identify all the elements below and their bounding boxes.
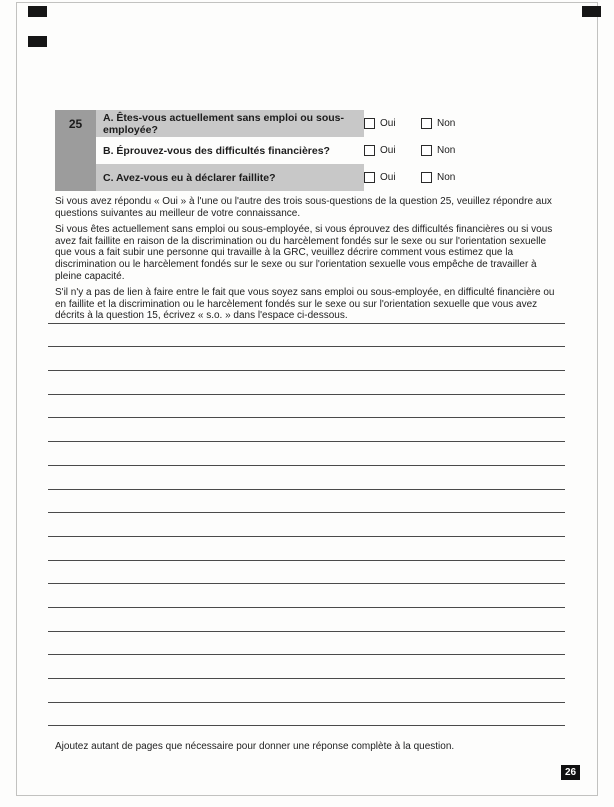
checkbox-icon[interactable] bbox=[364, 118, 375, 129]
scan-mark-icon bbox=[28, 36, 47, 47]
writing-line bbox=[48, 324, 565, 348]
question-a-options bbox=[364, 110, 455, 137]
question-rows bbox=[96, 110, 561, 191]
page-number-badge: 26 bbox=[561, 765, 580, 780]
question-c-label: C. Avez-vous eu à déclarer faillite? bbox=[96, 164, 364, 191]
question-row-b bbox=[96, 137, 561, 164]
writing-line bbox=[48, 703, 565, 727]
scan-mark-icon bbox=[28, 6, 47, 17]
writing-line bbox=[48, 418, 565, 442]
question-25-block bbox=[55, 110, 561, 191]
writing-line bbox=[48, 679, 565, 703]
non-label: Non bbox=[437, 118, 456, 129]
writing-line bbox=[48, 347, 565, 371]
writing-line bbox=[48, 608, 565, 632]
oui-label: Oui bbox=[380, 118, 396, 129]
oui-label: Oui bbox=[380, 172, 396, 183]
question-row-a bbox=[96, 110, 561, 137]
checkbox-icon[interactable] bbox=[364, 145, 375, 156]
question-a-oui-option[interactable] bbox=[364, 118, 421, 129]
writing-line bbox=[48, 395, 565, 419]
writing-line bbox=[48, 584, 565, 608]
question-b-options bbox=[364, 137, 455, 164]
writing-line bbox=[48, 537, 565, 561]
checkbox-icon[interactable] bbox=[364, 172, 375, 183]
question-b-non-option[interactable] bbox=[421, 145, 455, 156]
question-row-c bbox=[96, 164, 561, 191]
question-number: 25 bbox=[55, 110, 96, 191]
writing-line bbox=[48, 561, 565, 585]
non-label: Non bbox=[437, 172, 456, 183]
footer-note: Ajoutez autant de pages que nécessaire pour donner une réponse complète à la question. bbox=[55, 741, 455, 752]
writing-line bbox=[48, 442, 565, 466]
oui-label: Oui bbox=[380, 145, 396, 156]
question-c-options bbox=[364, 164, 455, 191]
scan-mark-icon bbox=[582, 6, 601, 17]
checkbox-icon[interactable] bbox=[421, 118, 432, 129]
writing-line bbox=[48, 466, 565, 490]
instruction-paragraph: Si vous êtes actuellement sans emploi ou sous-employée, si vous éprouvez des difficultés financières ou si vous avez fait faillite en raison de la discrimination ou du harcèlement fondés sur le sexe ou sur l'orientation sexuelle que vous a fait subir une personne qui travaille à la GRC, veuillez décrire comment vous estimez que la discrimination ou le harcèlement fondés sur le sexe ou sur l'orientation sexuelle vous empêche de travailler à pleine capacité. bbox=[55, 224, 553, 282]
question-b-label: B. Éprouvez-vous des difficultés financières? bbox=[103, 144, 330, 157]
question-b-oui-option[interactable] bbox=[364, 145, 421, 156]
non-label: Non bbox=[437, 145, 456, 156]
question-a-label: A. Êtes-vous actuellement sans emploi ou sous-employée? bbox=[96, 110, 364, 137]
writing-line bbox=[48, 300, 565, 324]
question-c-oui-option[interactable] bbox=[364, 172, 421, 183]
writing-line bbox=[48, 632, 565, 656]
instruction-paragraph: S'il n'y a pas de lien à faire entre le fait que vous soyez sans emploi ou sous-employée, en difficulté financière ou en faillite et la discrimination ou le harcèlement fondés sur le sexe ou sur l'orientation sexuelle que vous avez décrits à la question 15, écrivez « s.o. » dans l'espace ci-dessous. bbox=[55, 287, 555, 322]
question-a-non-option[interactable] bbox=[421, 118, 455, 129]
question-c-non-option[interactable] bbox=[421, 172, 455, 183]
writing-line bbox=[48, 371, 565, 395]
answer-writing-area bbox=[48, 300, 565, 726]
writing-line bbox=[48, 655, 565, 679]
writing-line bbox=[48, 513, 565, 537]
instruction-paragraph: Si vous avez répondu « Oui » à l'une ou l'autre des trois sous-questions de la question 25, veuillez répondre aux questions suivantes au meilleur de votre connaissance. bbox=[55, 196, 552, 219]
checkbox-icon[interactable] bbox=[421, 145, 432, 156]
checkbox-icon[interactable] bbox=[421, 172, 432, 183]
writing-line bbox=[48, 490, 565, 514]
